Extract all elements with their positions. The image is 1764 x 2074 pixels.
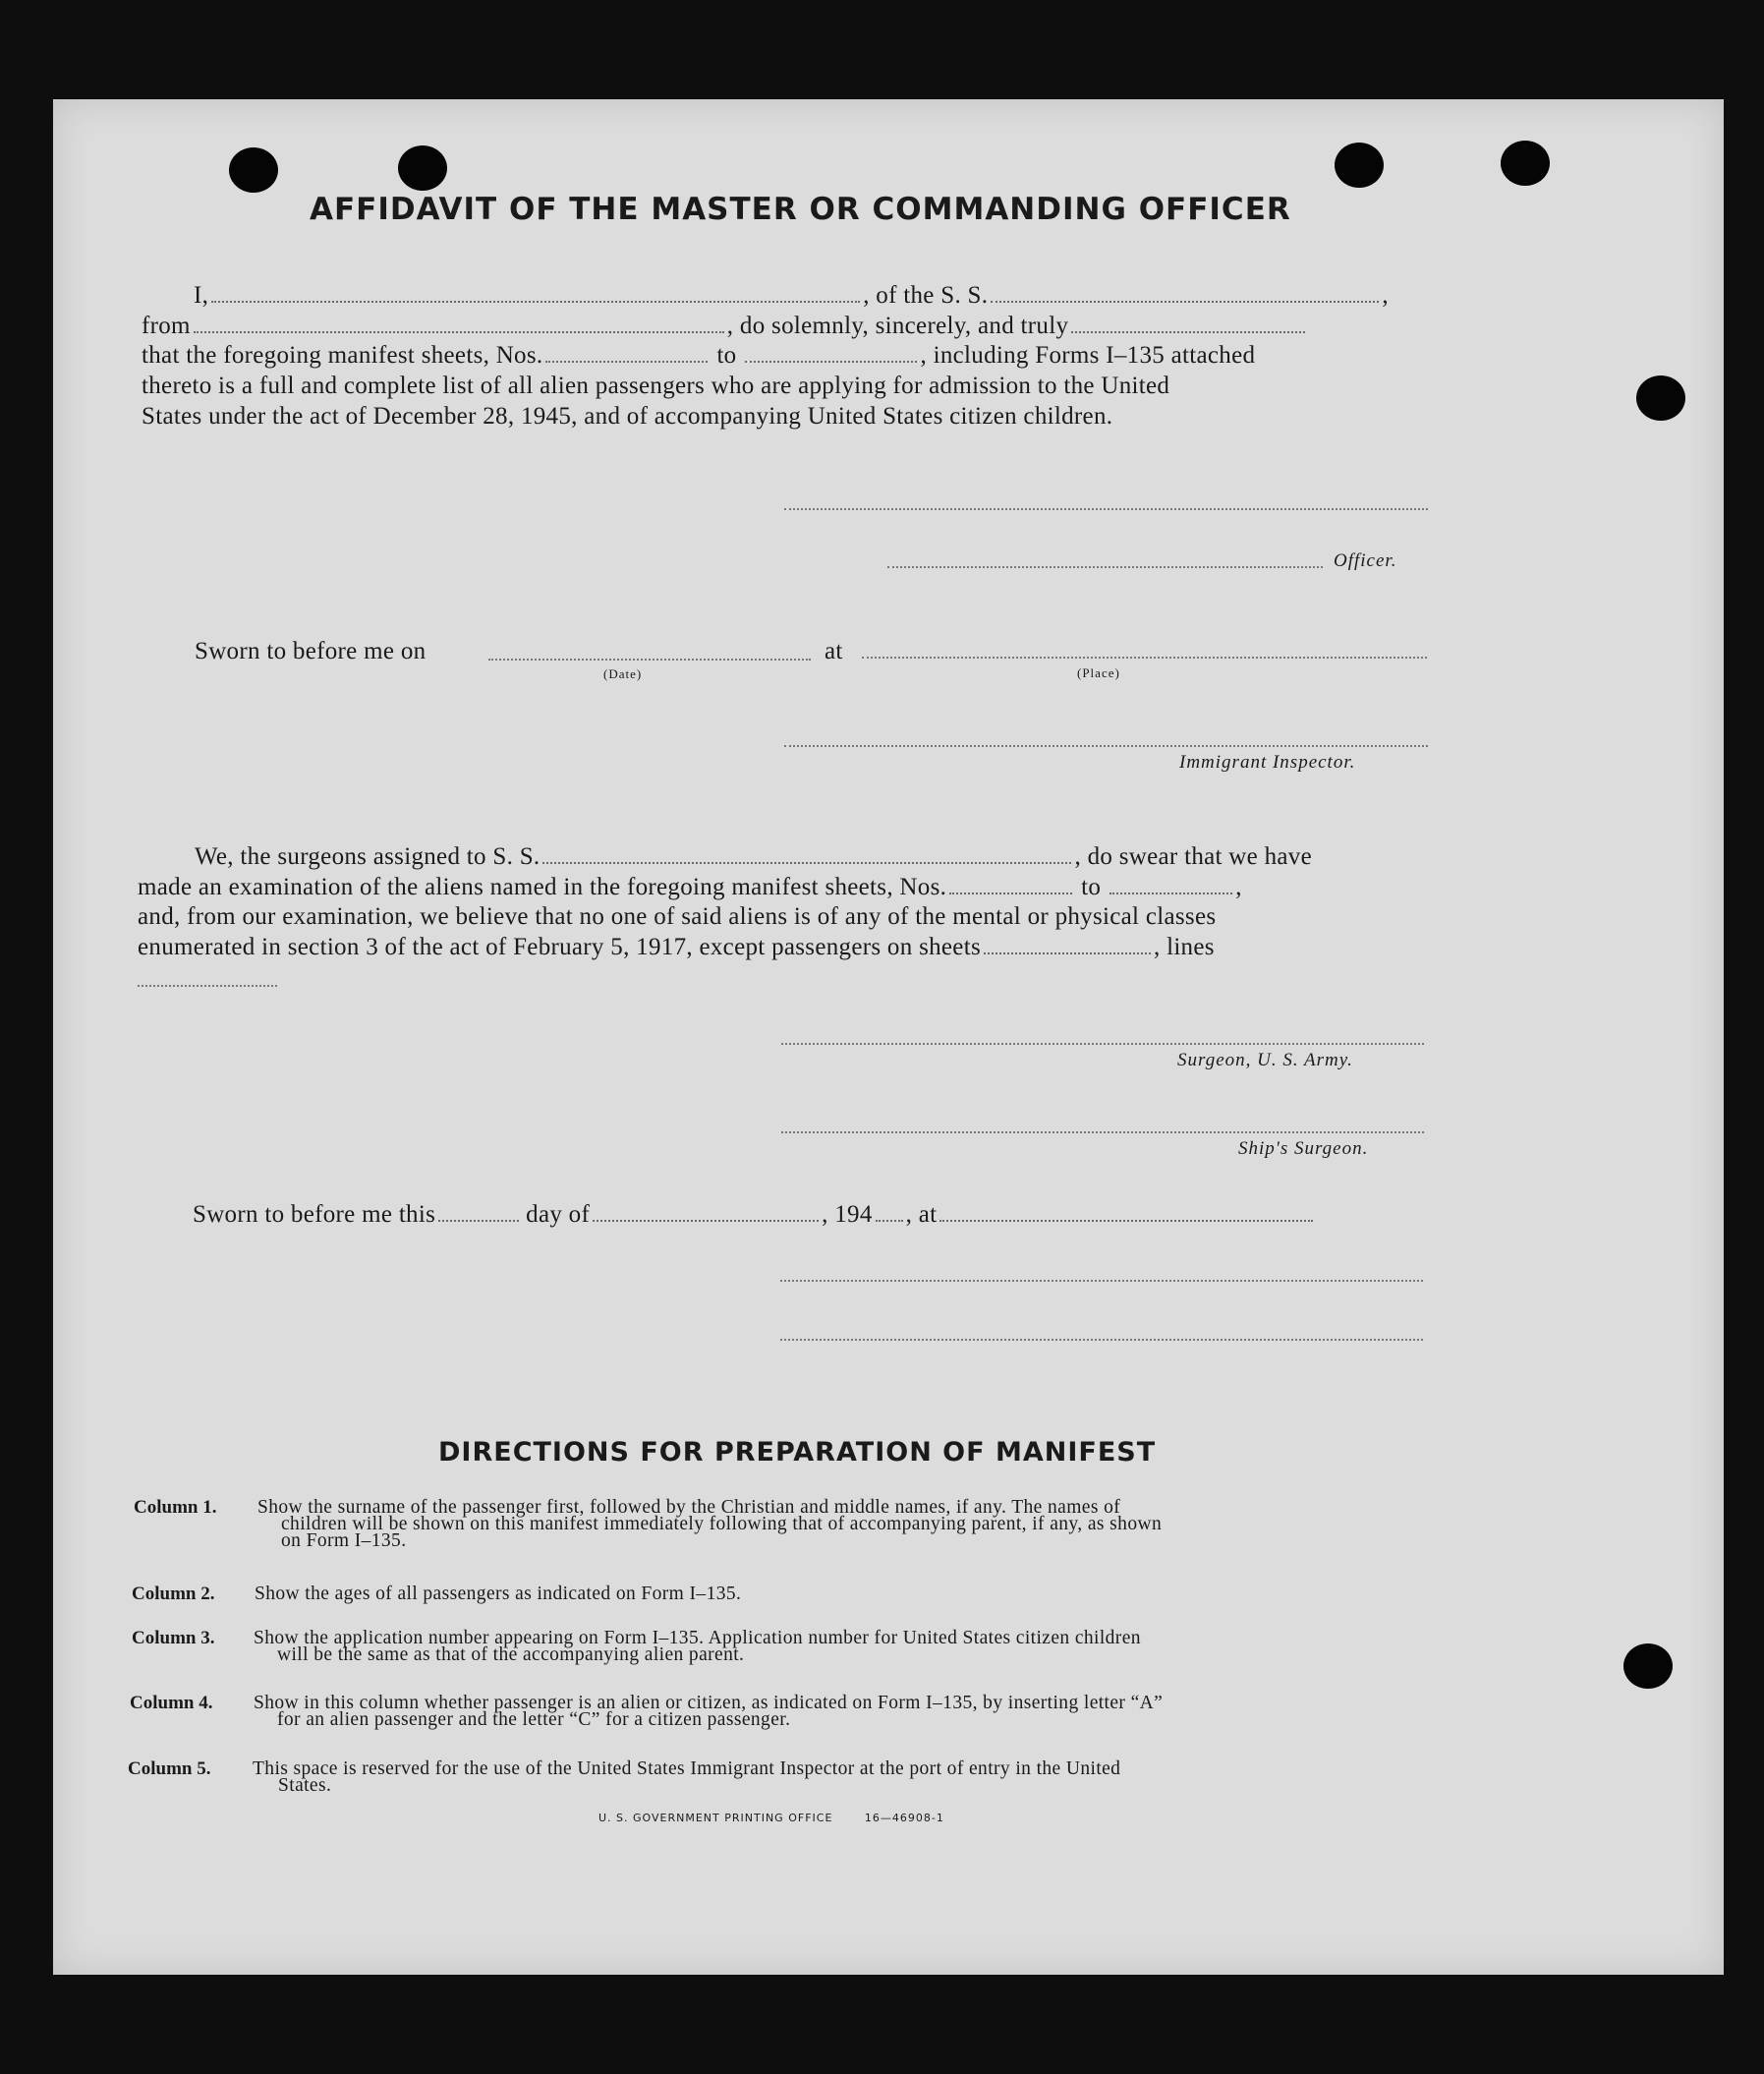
affidavit-title: AFFIDAVIT OF THE MASTER OR COMMANDING OFFICER	[310, 192, 1291, 227]
text-line: This space is reserved for the use of the United States Immigrant Inspector at the port of entry in the United	[253, 1758, 1121, 1779]
text-line: Show the ages of all passengers as indicated on Form I–135.	[255, 1584, 742, 1604]
name-blank[interactable]	[211, 300, 860, 303]
place-line[interactable]	[862, 657, 1427, 659]
column-text	[254, 1629, 1141, 1665]
text: , at	[905, 1201, 938, 1228]
column-label: Column 3.	[132, 1628, 215, 1648]
text-line: on Form I–135.	[281, 1530, 407, 1551]
column-label: Column 5.	[128, 1758, 211, 1779]
surgeons-line-1	[195, 843, 1312, 871]
signature-line[interactable]	[780, 1280, 1423, 1282]
column-label: Column 1.	[134, 1497, 217, 1518]
signature-line[interactable]	[784, 508, 1428, 510]
signature-line[interactable]	[780, 1339, 1423, 1341]
sheets-to-blank[interactable]	[1110, 892, 1232, 894]
text: that the foregoing manifest sheets, Nos.	[142, 342, 543, 369]
column-text	[255, 1584, 741, 1604]
sheets-to-blank[interactable]	[745, 360, 917, 363]
swear-blank[interactable]	[1071, 330, 1305, 333]
printer-imprint	[598, 1812, 944, 1824]
column-text	[257, 1498, 1162, 1551]
sworn-this-line	[193, 1201, 1316, 1229]
directions-title: DIRECTIONS FOR PREPARATION OF MANIFEST	[438, 1437, 1157, 1468]
text: , 194	[822, 1201, 873, 1228]
text: We, the surgeons assigned to S. S.	[195, 843, 541, 870]
sheets-from-blank[interactable]	[545, 360, 708, 363]
text: I,	[194, 282, 209, 309]
from-blank[interactable]	[194, 330, 724, 333]
ss-blank[interactable]	[542, 861, 1071, 864]
date-caption: (Date)	[603, 666, 643, 681]
text: day of	[526, 1201, 591, 1228]
text: ,	[1382, 282, 1389, 309]
text: from	[142, 313, 191, 339]
place-blank[interactable]	[939, 1219, 1313, 1222]
punch-hole	[398, 145, 447, 191]
inspector-caption: Immigrant Inspector.	[1179, 752, 1356, 773]
place-caption: (Place)	[1077, 665, 1120, 680]
text-line: Show in this column whether passenger is an alien or citizen, as indicated on Form I–135, by inserting letter “A”	[254, 1693, 1164, 1713]
printer-name: U. S. GOVERNMENT PRINTING OFFICE	[598, 1812, 833, 1824]
text-line: will be the same as that of the accompanying alien parent.	[277, 1644, 745, 1665]
affidavit-line-2	[142, 313, 1308, 340]
punch-hole	[229, 147, 278, 193]
surgeons-line-4	[138, 934, 1215, 961]
text-line: for an alien passenger and the letter “C” for a citizen passenger.	[277, 1709, 791, 1730]
text: , of the S. S.	[863, 282, 989, 309]
officer-signature-line[interactable]	[887, 566, 1323, 568]
punch-hole	[1501, 141, 1550, 186]
surgeons-line-3: and, from our examination, we believe that no one of said aliens is of any of the mental or physical classes	[138, 903, 1217, 930]
sworn-at: at	[825, 638, 843, 664]
text-line: Show the application number appearing on Form I–135. Application number for United States citizen children	[254, 1628, 1141, 1648]
army-surgeon-signature-line[interactable]	[781, 1043, 1424, 1045]
column-label: Column 2.	[132, 1584, 215, 1604]
affidavit-line-3	[142, 342, 1255, 370]
lines-blank[interactable]	[138, 985, 277, 987]
year-blank[interactable]	[876, 1219, 903, 1222]
text-line: States.	[278, 1775, 332, 1796]
ship-surgeon-signature-line[interactable]	[781, 1131, 1424, 1133]
punch-hole	[1335, 143, 1384, 188]
affidavit-line-4: thereto is a full and complete list of all alien passengers who are applying for admission to the United	[142, 373, 1170, 399]
month-blank[interactable]	[593, 1219, 819, 1222]
form-code: 16—46908-1	[864, 1812, 944, 1824]
text: , do swear that we have	[1074, 843, 1312, 870]
punch-hole	[1623, 1643, 1673, 1689]
sworn-before-me-on: Sworn to before me on	[195, 638, 427, 664]
day-blank[interactable]	[438, 1219, 519, 1222]
text-line: children will be shown on this manifest immediately following that of accompanying parent, if any, as shown	[281, 1514, 1163, 1534]
sheets-blank[interactable]	[984, 951, 1151, 954]
officer-caption: Officer.	[1334, 550, 1397, 571]
text: to	[716, 342, 737, 369]
affidavit-line-5: States under the act of December 28, 1945, and of accompanying United States citizen children.	[142, 403, 1113, 430]
column-text	[254, 1694, 1163, 1730]
text: made an examination of the aliens named in the foregoing manifest sheets, Nos.	[138, 874, 947, 900]
text: , lines	[1153, 934, 1215, 960]
surgeons-line-2	[138, 874, 1242, 901]
text: , do solemnly, sincerely, and truly	[726, 313, 1069, 339]
column-text	[253, 1759, 1120, 1796]
text: to	[1081, 874, 1102, 900]
column-label: Column 4.	[130, 1693, 213, 1713]
army-surgeon-caption: Surgeon, U. S. Army.	[1177, 1050, 1353, 1070]
affidavit-line-1	[194, 282, 1389, 310]
date-line[interactable]	[488, 659, 811, 661]
inspector-signature-line[interactable]	[784, 745, 1428, 747]
ship-surgeon-caption: Ship's Surgeon.	[1238, 1138, 1369, 1159]
text-line: Show the surname of the passenger first, followed by the Christian and middle names, if any. The names of	[257, 1497, 1121, 1518]
ship-blank[interactable]	[991, 300, 1379, 303]
punch-hole	[1636, 375, 1685, 421]
sheets-from-blank[interactable]	[949, 892, 1072, 894]
text: , including Forms I–135 attached	[920, 342, 1256, 369]
text: enumerated in section 3 of the act of February 5, 1917, except passengers on sheets	[138, 934, 981, 960]
text: Sworn to before me this	[193, 1201, 436, 1228]
text: ,	[1235, 874, 1242, 900]
